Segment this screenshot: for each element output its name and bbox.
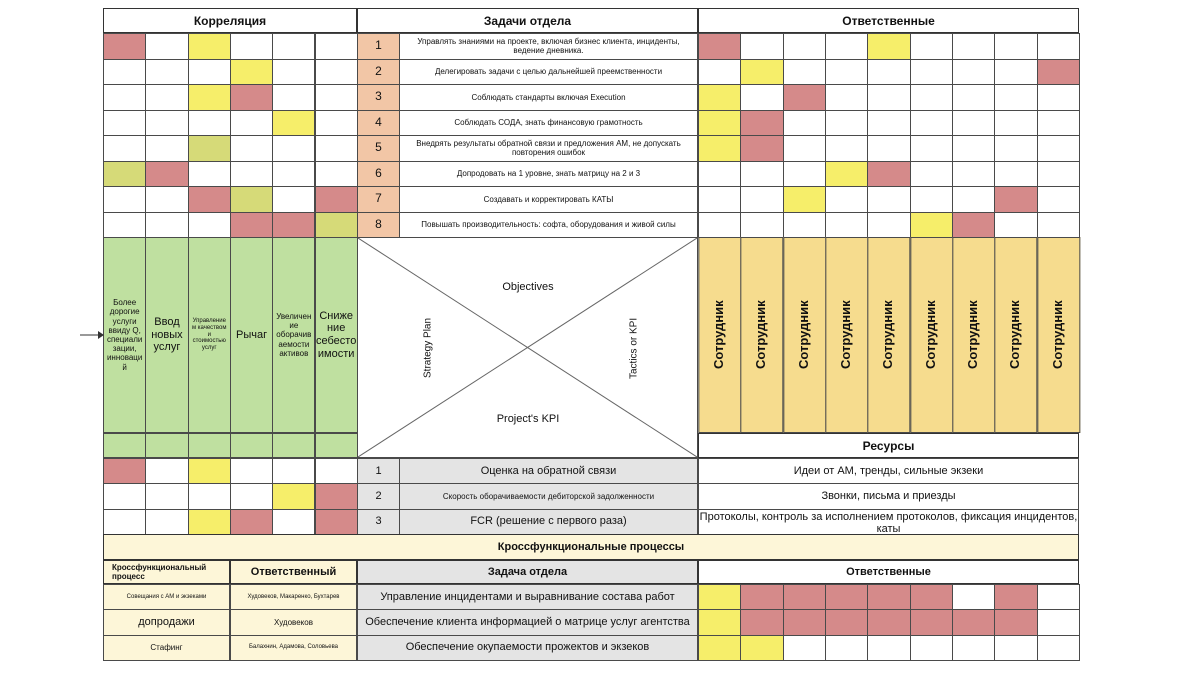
- objective-column: Увеличен ие оборачив аемости активов: [272, 237, 315, 433]
- correlation-cell[interactable]: [315, 59, 358, 86]
- responsible-cell[interactable]: [910, 59, 953, 86]
- objective-column: Управление м качеством и стоимостью услуг: [188, 237, 231, 433]
- responsible-cell[interactable]: [740, 110, 783, 137]
- cross-responsible-cell[interactable]: [867, 609, 910, 635]
- cross-responsible-cell[interactable]: [740, 635, 783, 661]
- responsible-cell[interactable]: [910, 161, 953, 188]
- correlation-cell[interactable]: [188, 135, 231, 162]
- objective-spacer-cell: [272, 433, 315, 458]
- cross-process-header: Кроссфункциональный процесс: [103, 560, 230, 584]
- cross-responsible-cell[interactable]: [994, 635, 1037, 661]
- kpi-number: 3: [357, 509, 400, 535]
- correlation-cell[interactable]: [188, 161, 231, 188]
- cross-responsible-cell[interactable]: [910, 584, 953, 610]
- responsible-cell[interactable]: [952, 186, 995, 213]
- objective-column: Более дорогие услуги ввиду Q, специали зации, инноваци й: [103, 237, 146, 433]
- cross-responsible-cell[interactable]: [740, 609, 783, 635]
- correlation-cell[interactable]: [103, 161, 146, 188]
- cross-owner-header: Ответственный: [230, 560, 357, 584]
- responsible-cell[interactable]: [867, 110, 910, 137]
- responsible-cell[interactable]: [994, 84, 1037, 111]
- task-text: Делегировать задачи с целью дальнейшей преемственности: [399, 59, 698, 86]
- cross-responsible-cell[interactable]: [910, 635, 953, 661]
- responsible-cell[interactable]: [910, 135, 953, 162]
- correlation-cell[interactable]: [145, 212, 188, 239]
- cross-process-cell: допродажи: [103, 609, 230, 635]
- task-number: 6: [357, 161, 400, 188]
- diagram-strategy-label: Strategy Plan: [422, 317, 434, 379]
- task-text: Внедрять результаты обратной связи и предложения АМ, не допускать повторения ошибок: [399, 135, 698, 162]
- responsible-cell[interactable]: [1037, 135, 1080, 162]
- responsible-cell[interactable]: [698, 84, 741, 111]
- responsible-cell[interactable]: [952, 212, 995, 239]
- kpi-correlation-cell[interactable]: [145, 458, 188, 484]
- task-text: Управлять знаниями на проекте, включая бизнес клиента, инциденты, ведение дневника.: [399, 33, 698, 60]
- objective-spacer-cell: [315, 433, 358, 458]
- correlation-cell[interactable]: [103, 186, 146, 213]
- cross-responsible-cell[interactable]: [1037, 584, 1080, 610]
- task-number: 2: [357, 59, 400, 86]
- employee-column: Сотрудник: [1037, 237, 1080, 433]
- cross-responsible-header: Ответственные: [698, 560, 1079, 584]
- correlation-cell[interactable]: [272, 84, 315, 111]
- responsible-cell[interactable]: [1037, 84, 1080, 111]
- cross-responsible-cell[interactable]: [952, 635, 995, 661]
- resources-header: Ресурсы: [698, 433, 1079, 458]
- correlation-cell[interactable]: [230, 135, 273, 162]
- resource-text: Протоколы, контроль за исполнением протоколов, фиксация инцидентов, каты: [699, 510, 1078, 535]
- employee-column: Сотрудник: [698, 237, 741, 433]
- correlation-cell[interactable]: [188, 110, 231, 137]
- cross-responsible-cell[interactable]: [994, 584, 1037, 610]
- correlation-cell[interactable]: [272, 212, 315, 239]
- responsible-cell[interactable]: [825, 110, 868, 137]
- resource-text: Звонки, письма и приезды: [698, 483, 1079, 509]
- cross-task-header: Задача отдела: [357, 560, 698, 584]
- correlation-cell[interactable]: [315, 161, 358, 188]
- employee-column: Сотрудник: [867, 237, 910, 433]
- cross-task-cell: Обеспечение клиента информацией о матрице услуг агентства: [357, 609, 698, 635]
- responsible-cell[interactable]: [952, 59, 995, 86]
- task-text: Соблюдать стандарты включая Execution: [399, 84, 698, 111]
- responsible-cell[interactable]: [952, 135, 995, 162]
- objective-column: Ввод новых услуг: [145, 237, 188, 433]
- correlation-cell[interactable]: [230, 186, 273, 213]
- responsible-cell[interactable]: [952, 33, 995, 60]
- correlation-header: Корреляция: [103, 8, 357, 33]
- cross-responsible-cell[interactable]: [698, 609, 741, 635]
- cross-responsible-cell[interactable]: [698, 584, 741, 610]
- correlation-cell[interactable]: [230, 33, 273, 60]
- correlation-cell[interactable]: [103, 33, 146, 60]
- responsible-cell[interactable]: [952, 161, 995, 188]
- responsible-cell[interactable]: [698, 33, 741, 60]
- correlation-cell[interactable]: [272, 33, 315, 60]
- cross-responsible-cell[interactable]: [783, 584, 826, 610]
- kpi-correlation-cell[interactable]: [145, 509, 188, 535]
- employee-column: Сотрудник: [825, 237, 868, 433]
- correlation-cell[interactable]: [272, 135, 315, 162]
- employee-column: Сотрудник: [783, 237, 826, 433]
- objective-column: Рычаг: [230, 237, 273, 433]
- responsible-cell[interactable]: [994, 135, 1037, 162]
- responsible-cell[interactable]: [994, 161, 1037, 188]
- responsible-cell[interactable]: [1037, 33, 1080, 60]
- responsible-cell[interactable]: [867, 186, 910, 213]
- responsible-cell[interactable]: [867, 135, 910, 162]
- kpi-correlation-cell[interactable]: [145, 483, 188, 509]
- responsible-cell[interactable]: [952, 110, 995, 137]
- correlation-cell[interactable]: [272, 110, 315, 137]
- responsible-cell[interactable]: [698, 161, 741, 188]
- cross-responsible-cell[interactable]: [825, 584, 868, 610]
- cross-responsible-cell[interactable]: [825, 635, 868, 661]
- correlation-cell[interactable]: [315, 110, 358, 137]
- responsible-cell[interactable]: [867, 33, 910, 60]
- correlation-cell[interactable]: [145, 161, 188, 188]
- correlation-cell[interactable]: [188, 84, 231, 111]
- correlation-cell[interactable]: [103, 110, 146, 137]
- kpi-text: Скорость оборачиваемости дебиторской задолженности: [399, 483, 698, 509]
- kpi-correlation-cell[interactable]: [272, 458, 315, 484]
- responsible-cell[interactable]: [952, 84, 995, 111]
- correlation-cell[interactable]: [103, 135, 146, 162]
- responsible-cell[interactable]: [825, 33, 868, 60]
- correlation-cell[interactable]: [103, 212, 146, 239]
- responsible-cell[interactable]: [1037, 186, 1080, 213]
- cross-responsible-cell[interactable]: [825, 609, 868, 635]
- responsible-cell[interactable]: [1037, 59, 1080, 86]
- cross-responsible-cell[interactable]: [910, 609, 953, 635]
- kpi-text: Оценка на обратной связи: [399, 458, 698, 484]
- responsible-cell[interactable]: [994, 59, 1037, 86]
- kpi-correlation-cell[interactable]: [188, 509, 231, 535]
- kpi-correlation-cell[interactable]: [315, 458, 358, 484]
- responsible-cell[interactable]: [783, 110, 826, 137]
- correlation-cell[interactable]: [272, 186, 315, 213]
- responsible-cell[interactable]: [740, 212, 783, 239]
- cross-responsible-cell[interactable]: [952, 609, 995, 635]
- kpi-correlation-cell[interactable]: [315, 509, 358, 535]
- responsible-cell[interactable]: [740, 186, 783, 213]
- correlation-cell[interactable]: [230, 110, 273, 137]
- correlation-cell[interactable]: [230, 161, 273, 188]
- correlation-cell[interactable]: [315, 212, 358, 239]
- cross-responsible-cell[interactable]: [740, 584, 783, 610]
- correlation-cell[interactable]: [188, 212, 231, 239]
- responsible-cell[interactable]: [910, 84, 953, 111]
- kpi-correlation-cell[interactable]: [188, 458, 231, 484]
- kpi-correlation-cell[interactable]: [230, 509, 273, 535]
- cross-functional-header: Кроссфункциональные процессы: [103, 534, 1079, 560]
- correlation-cell[interactable]: [103, 59, 146, 86]
- responsible-cell[interactable]: [783, 59, 826, 86]
- responsible-header: Ответственные: [698, 8, 1079, 33]
- employee-column: Сотрудник: [910, 237, 953, 433]
- kpi-text: FCR (решение с первого раза): [399, 509, 698, 535]
- responsible-cell[interactable]: [867, 59, 910, 86]
- responsible-cell[interactable]: [698, 110, 741, 137]
- responsible-cell[interactable]: [910, 33, 953, 60]
- responsible-cell[interactable]: [740, 84, 783, 111]
- cross-owner-cell: Балахнин, Адамова, Соловьева: [230, 635, 357, 661]
- correlation-cell[interactable]: [145, 186, 188, 213]
- responsible-cell[interactable]: [994, 33, 1037, 60]
- correlation-cell[interactable]: [272, 59, 315, 86]
- responsible-cell[interactable]: [740, 33, 783, 60]
- correlation-cell[interactable]: [145, 135, 188, 162]
- task-number: 1: [357, 33, 400, 60]
- correlation-cell[interactable]: [188, 59, 231, 86]
- correlation-cell[interactable]: [103, 84, 146, 111]
- kpi-correlation-cell[interactable]: [103, 458, 146, 484]
- task-text: Соблюдать СОДА, знать финансовую грамотность: [399, 110, 698, 137]
- correlation-cell[interactable]: [315, 84, 358, 111]
- tasks-header: Задачи отдела: [357, 8, 698, 33]
- responsible-cell[interactable]: [1037, 212, 1080, 239]
- responsible-cell[interactable]: [783, 161, 826, 188]
- responsible-cell[interactable]: [698, 59, 741, 86]
- task-number: 3: [357, 84, 400, 111]
- employee-column: Сотрудник: [994, 237, 1037, 433]
- responsible-cell[interactable]: [1037, 110, 1080, 137]
- kpi-correlation-cell[interactable]: [230, 483, 273, 509]
- responsible-cell[interactable]: [825, 161, 868, 188]
- responsible-cell[interactable]: [783, 84, 826, 111]
- objective-spacer-cell: [145, 433, 188, 458]
- kpi-correlation-cell[interactable]: [103, 509, 146, 535]
- x-matrix-diagram: [357, 237, 698, 458]
- task-text: Создавать и корректировать КАТЫ: [399, 186, 698, 213]
- task-number: 8: [357, 212, 400, 239]
- responsible-cell[interactable]: [910, 110, 953, 137]
- correlation-cell[interactable]: [230, 84, 273, 111]
- cross-task-cell: Управление инцидентами и выравнивание состава работ: [357, 584, 698, 610]
- employee-column: Сотрудник: [740, 237, 783, 433]
- correlation-cell[interactable]: [315, 33, 358, 60]
- cross-responsible-cell[interactable]: [952, 584, 995, 610]
- correlation-cell[interactable]: [145, 59, 188, 86]
- responsible-cell[interactable]: [910, 186, 953, 213]
- cross-responsible-cell[interactable]: [698, 635, 741, 661]
- correlation-cell[interactable]: [315, 135, 358, 162]
- correlation-cell[interactable]: [272, 161, 315, 188]
- responsible-cell[interactable]: [994, 110, 1037, 137]
- objective-spacer-cell: [230, 433, 273, 458]
- cross-responsible-cell[interactable]: [783, 609, 826, 635]
- kpi-number: 1: [357, 458, 400, 484]
- responsible-cell[interactable]: [783, 135, 826, 162]
- correlation-cell[interactable]: [315, 186, 358, 213]
- responsible-cell[interactable]: [698, 212, 741, 239]
- responsible-cell[interactable]: [825, 186, 868, 213]
- responsible-cell[interactable]: [994, 186, 1037, 213]
- responsible-cell[interactable]: [994, 212, 1037, 239]
- task-number: 5: [357, 135, 400, 162]
- responsible-cell[interactable]: [867, 212, 910, 239]
- correlation-cell[interactable]: [188, 33, 231, 60]
- responsible-cell[interactable]: [825, 84, 868, 111]
- responsible-cell[interactable]: [783, 33, 826, 60]
- kpi-correlation-cell[interactable]: [272, 483, 315, 509]
- cross-process-cell: Совещания с АМ и экзеками: [103, 584, 230, 610]
- task-number: 7: [357, 186, 400, 213]
- responsible-cell[interactable]: [825, 135, 868, 162]
- responsible-cell[interactable]: [740, 135, 783, 162]
- objective-spacer-cell: [103, 433, 146, 458]
- task-number: 4: [357, 110, 400, 137]
- arrow-right-icon: [80, 330, 104, 340]
- correlation-cell[interactable]: [145, 84, 188, 111]
- responsible-cell[interactable]: [740, 161, 783, 188]
- correlation-cell[interactable]: [145, 33, 188, 60]
- responsible-cell[interactable]: [910, 212, 953, 239]
- correlation-cell[interactable]: [188, 186, 231, 213]
- responsible-cell[interactable]: [740, 59, 783, 86]
- responsible-cell[interactable]: [1037, 161, 1080, 188]
- cross-responsible-cell[interactable]: [867, 584, 910, 610]
- responsible-cell[interactable]: [698, 186, 741, 213]
- kpi-correlation-cell[interactable]: [103, 483, 146, 509]
- task-text: Допродовать на 1 уровне, знать матрицу на 2 и 3: [399, 161, 698, 188]
- kpi-number: 2: [357, 483, 400, 509]
- responsible-cell[interactable]: [825, 59, 868, 86]
- cross-responsible-cell[interactable]: [1037, 635, 1080, 661]
- responsible-cell[interactable]: [783, 212, 826, 239]
- cross-responsible-cell[interactable]: [783, 635, 826, 661]
- resource-text: Идеи от АМ, тренды, сильные экзеки: [698, 458, 1079, 484]
- cross-responsible-cell[interactable]: [867, 635, 910, 661]
- responsible-cell[interactable]: [783, 186, 826, 213]
- kpi-correlation-cell[interactable]: [230, 458, 273, 484]
- correlation-cell[interactable]: [230, 59, 273, 86]
- objective-column: Сниже ние себесто имости: [315, 237, 358, 433]
- diagram-kpi-label: Project's KPI: [496, 412, 560, 425]
- task-text: Повышать производительность: софта, оборудования и живой силы: [399, 212, 698, 239]
- cross-owner-cell: Худовеков, Макаренко, Бухтарев: [230, 584, 357, 610]
- cross-owner-cell: Худовеков: [230, 609, 357, 635]
- diagram-tactics-label: Tactics or KPI: [628, 317, 640, 379]
- responsible-cell[interactable]: [825, 212, 868, 239]
- kpi-correlation-cell[interactable]: [315, 483, 358, 509]
- diagram-objectives-label: Objectives: [502, 280, 554, 293]
- cross-process-cell: Стафинг: [103, 635, 230, 661]
- objective-spacer-cell: [188, 433, 231, 458]
- cross-responsible-cell[interactable]: [994, 609, 1037, 635]
- employee-column: Сотрудник: [952, 237, 995, 433]
- responsible-cell[interactable]: [867, 161, 910, 188]
- cross-responsible-cell[interactable]: [1037, 609, 1080, 635]
- kpi-correlation-cell[interactable]: [272, 509, 315, 535]
- responsible-cell[interactable]: [867, 84, 910, 111]
- kpi-correlation-cell[interactable]: [188, 483, 231, 509]
- correlation-cell[interactable]: [145, 110, 188, 137]
- cross-task-cell: Обеспечение окупаемости прожектов и экзеков: [357, 635, 698, 661]
- correlation-cell[interactable]: [230, 212, 273, 239]
- responsible-cell[interactable]: [698, 135, 741, 162]
